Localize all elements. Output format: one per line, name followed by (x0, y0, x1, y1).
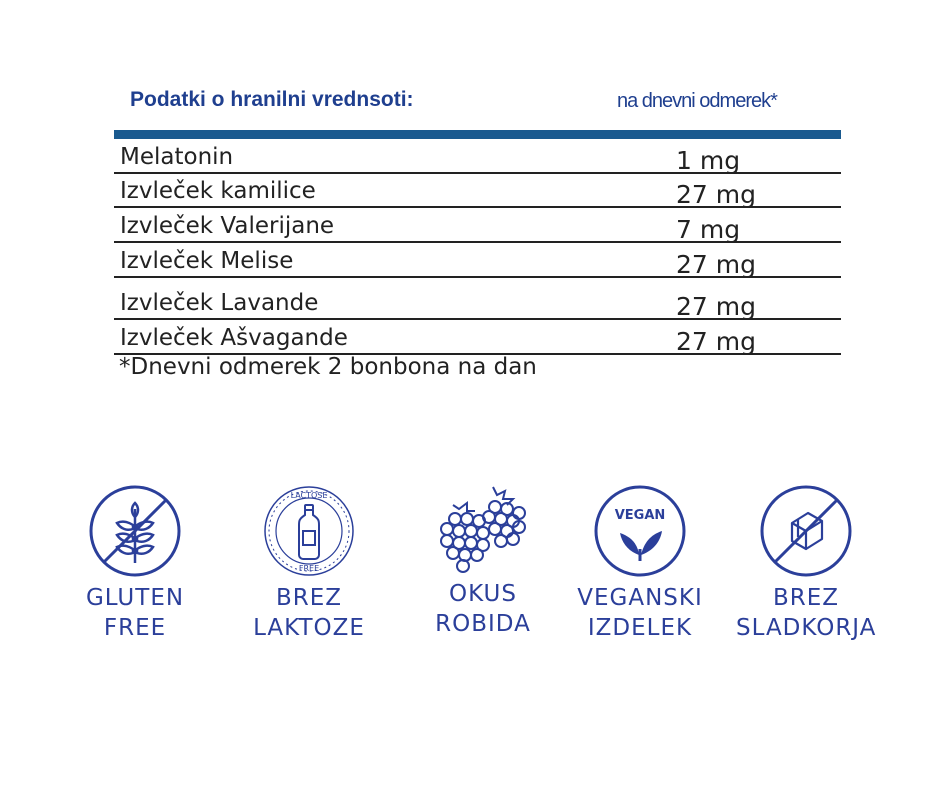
table-row (114, 321, 841, 355)
ingredient-amount: 27 mg (676, 250, 756, 279)
lactose-free-icon (261, 483, 357, 579)
icon-text-bottom: FREE (298, 564, 320, 573)
badge-line2: SLADKORJA (736, 615, 877, 641)
table-row (114, 174, 841, 208)
sugar-free-icon (758, 483, 854, 579)
badge-line2: LAKTOZE (253, 615, 365, 641)
ingredient-name: Izvleček Ašvagande (120, 325, 348, 351)
table-row (114, 209, 841, 243)
icon-text: VEGAN (614, 508, 666, 523)
ingredient-amount: 27 mg (676, 327, 756, 356)
ingredient-amount: 1 mg (676, 146, 741, 175)
footnote: *Dnevni odmerek 2 bonbona na dan (119, 354, 537, 380)
ingredient-name: Izvleček Lavande (120, 290, 319, 316)
ingredient-name: Izvleček Valerijane (120, 213, 335, 239)
vegan-icon (592, 483, 688, 579)
table-row (114, 244, 841, 278)
badge-lactose-free (239, 483, 379, 643)
badge-line1: VEGANSKI (577, 585, 703, 611)
badge-line1: OKUS (448, 581, 517, 607)
ingredient-name: Izvleček kamilice (120, 178, 316, 204)
badge-blackberry (413, 483, 553, 639)
badge-sugar-free (736, 483, 876, 643)
table-row (114, 140, 841, 174)
badge-line2: ROBIDA (435, 611, 531, 637)
badge-vegan (570, 483, 710, 643)
badge-gluten-free (65, 483, 205, 643)
header-bar (114, 130, 841, 139)
badge-line1: GLUTEN (85, 585, 185, 611)
ingredient-amount: 7 mg (676, 215, 741, 244)
ingredient-amount: 27 mg (676, 292, 756, 321)
icon-text-top: LACTOSE (290, 491, 328, 500)
ingredient-name: Melatonin (120, 144, 234, 170)
ingredient-amount: 27 mg (676, 180, 756, 209)
badge-line2: IZDELEK (587, 615, 693, 641)
table-row (114, 286, 841, 320)
column-header: na dnevni odmerek* (617, 90, 777, 112)
blackberry-icon (433, 483, 533, 579)
badge-line1: BREZ (772, 585, 840, 611)
panel-title: Podatki o hranilni vrednsoti: (130, 88, 414, 111)
badge-line2: FREE (103, 615, 167, 641)
ingredient-name: Izvleček Melise (120, 248, 294, 274)
gluten-free-icon (87, 483, 183, 579)
badge-line1: BREZ (275, 585, 343, 611)
